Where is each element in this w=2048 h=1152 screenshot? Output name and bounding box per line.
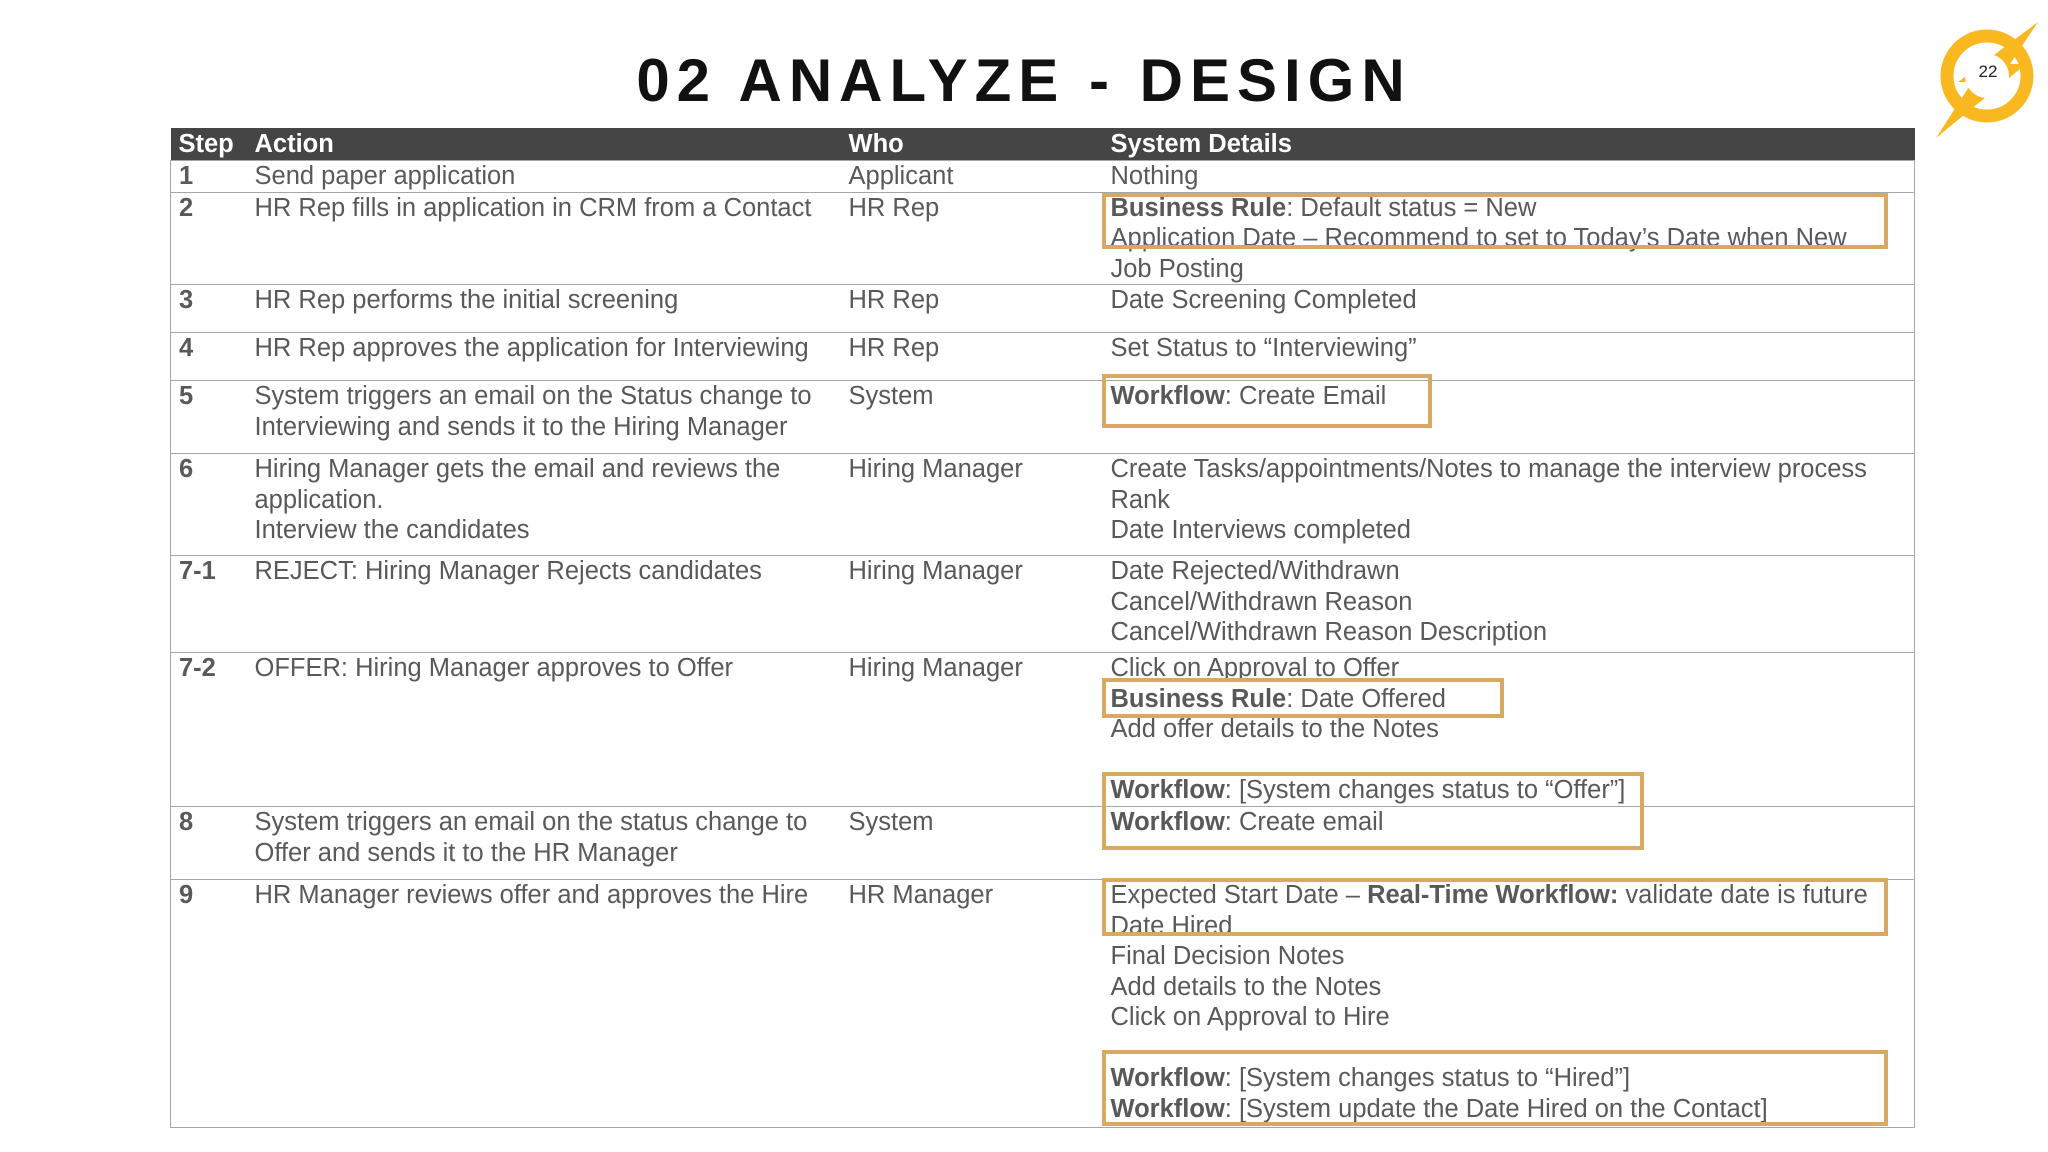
detail-line: Click on Approval to Offer [1110,654,1400,682]
detail-bold: Workflow [1110,776,1225,804]
column-header-who: Who [841,128,1103,161]
action-line: HR Rep fills in application in CRM from a Contact [254,193,812,222]
details-cell [1103,192,1915,285]
step-cell: 3 [171,285,247,333]
step-cell: 5 [171,381,247,454]
step-cell: 8 [171,807,247,880]
table-row [171,161,1915,193]
table-row [171,653,1915,807]
action-line: Interview the candidates [254,516,530,544]
detail-line: Rank [1110,485,1171,514]
step-cell: 1 [171,161,247,193]
column-header-system-details: System Details [1103,128,1915,161]
detail-text: Expected Start Date – [1110,881,1368,909]
who-cell: HR Rep [841,285,1103,333]
detail-line [1111,381,1907,412]
detail-line [1111,1063,1907,1094]
detail-blank-line [1111,745,1907,776]
details-cell [1103,285,1915,333]
action-cell [247,807,841,880]
action-cell [247,653,841,807]
detail-line: Nothing [1110,162,1199,190]
who-cell: Hiring Manager [841,653,1103,807]
action-line: Hiring Manager gets the email and reviews the [254,455,781,483]
action-cell [247,333,841,381]
action-line: REJECT: Hiring Manager Rejects candidates [254,557,762,585]
detail-line [1111,193,1907,224]
details-cell [1103,880,1915,1128]
process-design-table [170,128,1915,1128]
detail-line: Set Status to “Interviewing” [1110,334,1417,362]
who-cell: HR Rep [841,333,1103,381]
who-cell: System [841,381,1103,454]
who-cell: Hiring Manager [841,556,1103,653]
action-line: Send paper application [254,162,516,190]
action-line: System triggers an email on the status change to [254,808,808,836]
table-row [171,333,1915,381]
detail-line: Add details to the Notes [1110,972,1382,1001]
who-cell: Hiring Manager [841,454,1103,556]
details-cell [1103,161,1915,193]
column-header-step: Step [171,128,247,161]
step-cell: 7-1 [171,556,247,653]
action-line: application. [254,485,384,514]
action-cell [247,192,841,285]
detail-bold: Workflow [1110,808,1225,836]
detail-line [1111,775,1907,806]
action-line: OFFER: Hiring Manager approves to Offer [254,654,734,682]
table-row [171,285,1915,333]
step-cell: 2 [171,192,247,285]
action-line: Offer and sends it to the HR Manager [254,838,678,867]
table-row [171,381,1915,454]
page-number: 22 [1978,62,1998,81]
table-row [171,556,1915,653]
detail-line: Date Interviews completed [1110,516,1411,544]
detail-text: : Create Email [1224,382,1387,410]
who-cell: Applicant [841,161,1103,193]
detail-line [1111,880,1907,911]
action-line: HR Rep performs the initial screening [254,286,679,314]
table-row [171,192,1915,285]
detail-line: Add offer details to the Notes [1110,715,1439,743]
detail-line: Date Rejected/Withdrawn [1110,557,1400,585]
detail-text: : Create email [1224,808,1384,836]
table-row [171,807,1915,880]
details-cell [1103,807,1915,880]
action-cell [247,285,841,333]
detail-bold: Workflow [1110,382,1225,410]
details-cell [1103,333,1915,381]
detail-bold: Workflow [1110,1064,1225,1092]
detail-line: Click on Approval to Hire [1110,1003,1390,1031]
step-cell: 6 [171,454,247,556]
detail-line: Cancel/Withdrawn Reason Description [1110,618,1548,646]
detail-line: Final Decision Notes [1110,942,1345,970]
detail-bold: Business Rule [1110,684,1287,713]
detail-text: : [System changes status to “Hired”] [1224,1064,1631,1092]
slide-title: 02 ANALYZE - DESIGN [636,47,1412,114]
details-cell [1103,454,1915,556]
table-row [171,454,1915,556]
action-line: HR Manager reviews offer and approves the Hire [254,881,809,909]
detail-bold: Workflow [1110,1094,1225,1123]
action-cell [247,161,841,193]
detail-bold: Real-Time Workflow: [1367,881,1619,909]
detail-line [1111,684,1907,715]
detail-line: Application Date – Recommend to set to Today’s Date when New [1110,224,1847,252]
details-cell [1103,381,1915,454]
detail-line: Cancel/Withdrawn Reason [1110,587,1413,616]
action-cell [247,454,841,556]
detail-line: Date Screening Completed [1110,286,1417,314]
action-line: HR Rep approves the application for Interviewing [254,334,809,362]
action-cell [247,381,841,454]
action-line: System triggers an email on the Status change to [254,382,812,410]
who-cell: HR Manager [841,880,1103,1128]
detail-text: : [System update the Date Hired on the Contact] [1224,1094,1768,1123]
details-cell [1103,556,1915,653]
detail-text: validate date is future [1618,881,1868,909]
column-header-action: Action [247,128,841,161]
action-cell [247,880,841,1128]
action-cell [247,556,841,653]
detail-line: Job Posting [1110,254,1244,283]
step-cell: 7-2 [171,653,247,807]
detail-line [1111,1094,1907,1125]
details-cell [1103,653,1915,807]
detail-line [1111,807,1907,838]
detail-text: : Default status = New [1286,193,1537,222]
detail-line: Date Hired [1110,911,1233,940]
detail-text: : Date Offered [1286,684,1446,713]
table-header-row [171,128,1915,161]
table-row [171,880,1915,1128]
detail-bold: Business Rule [1110,193,1287,222]
who-cell: HR Rep [841,192,1103,285]
step-cell: 4 [171,333,247,381]
detail-text: : [System changes status to “Offer”] [1224,776,1626,804]
step-cell: 9 [171,880,247,1128]
detail-blank-line [1111,1033,1907,1064]
detail-line: Create Tasks/appointments/Notes to manage the interview process [1110,455,1867,483]
action-line: Interviewing and sends it to the Hiring Manager [254,412,788,441]
who-cell: System [841,807,1103,880]
